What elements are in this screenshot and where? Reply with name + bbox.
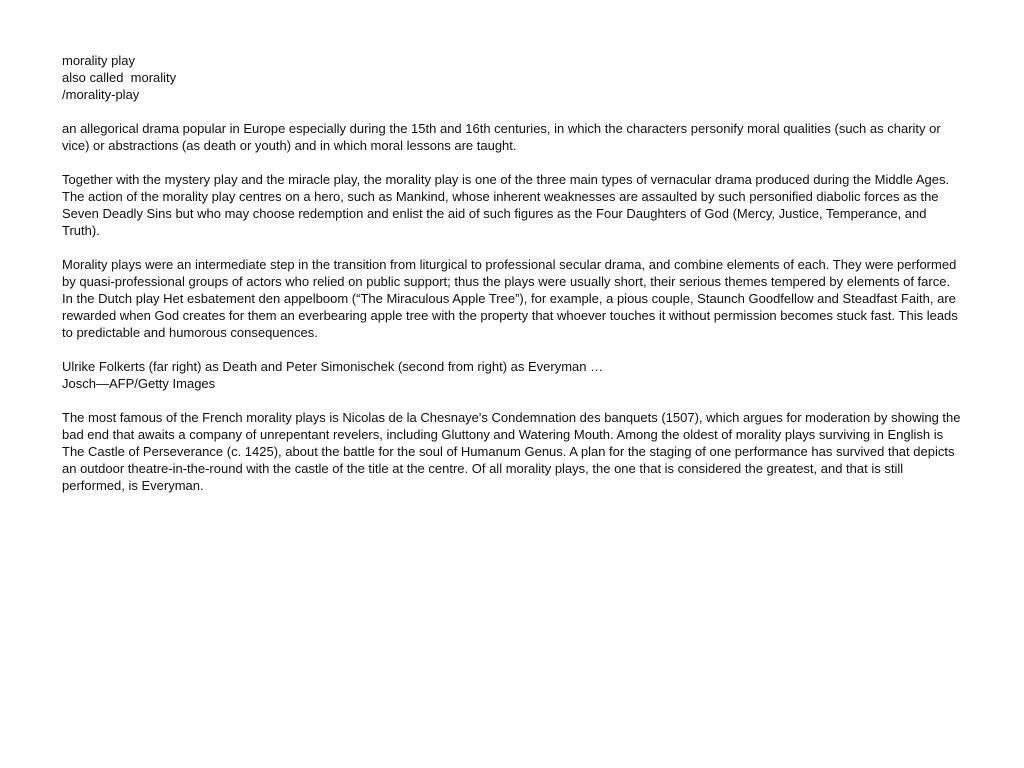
- famous-plays-paragraph: The most famous of the French morality plays is Nicolas de la Chesnaye's Condemnation des banquets (1507), which argues for moderation by showing the bad end that awaits a company of unrepentant revelers, including Gluttony and Watering Mouth. Among the oldest of morality plays surviving in English is The Castle of Perseverance (c. 1425), about the battle for the soul of Humanum Genus. A plan for the staging of one performance has survived that depicts an outdoor theatre-in-the-round with the castle of the title at the centre. Of all morality plays, the one that is considered the greatest, and that is still performed, is Everyman.: [62, 410, 961, 493]
- spacer: [62, 154, 962, 171]
- document-page: [62, 52, 962, 494]
- transition-paragraph: Morality plays were an intermediate step in the transition from liturgical to professional secular drama, and combine elements of each. They were performed by quasi-professional groups of actors who relied on public support; thus the plays were usually short, their serious themes tempered by elements of farce. In the Dutch play Het esbatement den appelboom (“The Miraculous Apple Tree”), for example, a pious couple, Staunch Goodfellow and Steadfast Faith, are rewarded when God creates for them an everbearing apple tree with the property that whoever touches it without permission becomes stuck fast. This leads to predictable and humorous consequences.: [62, 257, 958, 340]
- definition-paragraph: an allegorical drama popular in Europe especially during the 15th and 16th centuries, in which the characters personify moral qualities (such as charity or vice) or abstractions (as death or youth) and in which moral lessons are taught.: [62, 121, 941, 153]
- spacer: [62, 239, 962, 256]
- also-called-line: also called morality: [62, 70, 177, 85]
- types-paragraph: Together with the mystery play and the miracle play, the morality play is one of the three main types of vernacular drama produced during the Middle Ages. The action of the morality play centres on a hero, such as Mankind, whose inherent weaknesses are assaulted by such personified diabolic forces as the Seven Deadly Sins but who may choose redemption and enlist the aid of such figures as the Four Daughters of God (Mercy, Justice, Temperance, and Truth).: [62, 172, 950, 238]
- entry-title: morality play: [62, 53, 135, 68]
- spacer: [62, 392, 962, 409]
- spacer: [62, 341, 962, 358]
- image-credit: Josch—AFP/Getty Images: [62, 376, 216, 391]
- image-caption: Ulrike Folkerts (far right) as Death and Peter Simonischek (second from right) as Everyman …: [62, 359, 604, 374]
- spacer: [62, 103, 962, 120]
- entry-slug: /morality-play: [62, 87, 140, 102]
